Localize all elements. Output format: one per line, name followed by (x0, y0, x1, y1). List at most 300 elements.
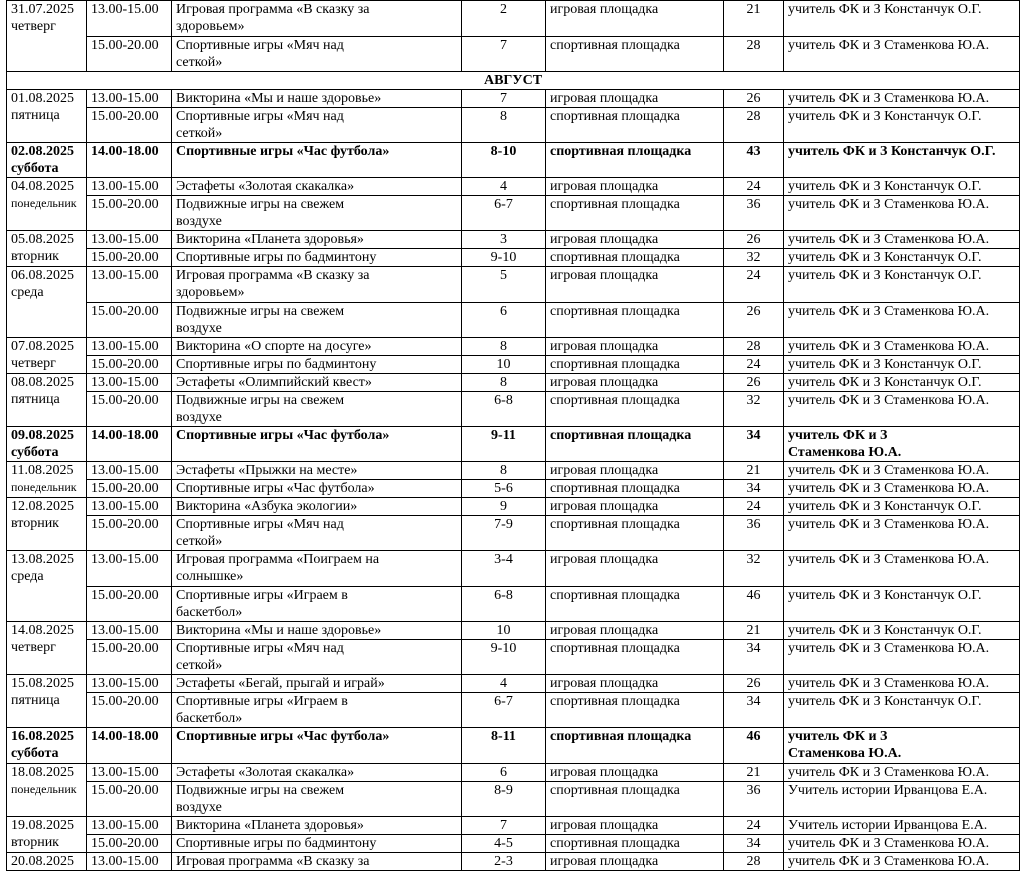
leader-text: учитель ФК и З Стаменкова Ю.А. (788, 37, 990, 53)
table-row (7, 248, 1020, 266)
count-cell: 36 (724, 516, 784, 551)
count-cell: 34 (724, 693, 784, 728)
date-cell (7, 763, 87, 816)
count-cell: 21 (724, 462, 784, 480)
leader-cell (784, 816, 1020, 834)
table-row (7, 551, 1020, 587)
leader-cell (784, 36, 1020, 71)
leader-text: учитель ФК и З Констанчук О.Г. (788, 694, 982, 710)
leader-cell (784, 1, 1020, 37)
count-cell: 24 (724, 266, 784, 302)
leader-text: Учитель истории Ирванцова Е.А. (788, 782, 988, 798)
event-text: Эстафеты «Бегай, прыгай и играй» (176, 676, 385, 692)
weekday-text: суббота (11, 444, 59, 460)
event-text: Спортивные игры «Играем в баскетбол» (176, 694, 348, 727)
time-cell: 15.00-20.00 (87, 781, 172, 816)
time-cell: 15.00-20.00 (87, 480, 172, 498)
event-text: Спортивные игры «Мяч над сеткой» (176, 37, 344, 70)
event-cell (172, 266, 462, 302)
weekday-text: четверг (11, 355, 56, 371)
event-text: Спортивные игры по бадминтону (176, 356, 377, 372)
event-cell (172, 781, 462, 816)
age-cell: 4 (462, 675, 546, 693)
date-text: 31.07.2025 (11, 2, 74, 17)
count-cell: 34 (724, 426, 784, 462)
age-cell: 8-11 (462, 728, 546, 764)
count-cell: 21 (724, 622, 784, 640)
leader-text: учитель ФК и З Стаменкова Ю.А. (788, 338, 990, 354)
weekday-text: понедельник (11, 480, 77, 495)
age-cell: 7 (462, 89, 546, 107)
leader-cell (784, 302, 1020, 337)
age-cell: 6-8 (462, 391, 546, 426)
time-cell: 15.00-20.00 (87, 834, 172, 852)
date-text: 13.08.2025 (11, 552, 74, 568)
event-text: Эстафеты «Прыжки на месте» (176, 463, 358, 479)
place-cell: спортивная площадка (546, 36, 724, 71)
table-row (7, 337, 1020, 355)
event-text: Подвижные игры на свежем воздухе (176, 196, 345, 229)
count-cell: 24 (724, 816, 784, 834)
event-cell (172, 693, 462, 728)
count-cell: 34 (724, 640, 784, 675)
date-cell (7, 462, 87, 498)
weekday-text: четверг (11, 640, 56, 656)
age-cell: 3 (462, 230, 546, 248)
event-text: Подвижные игры на свежем воздухе (176, 392, 345, 425)
event-text: Спортивные игры по бадминтону (176, 249, 377, 265)
date-cell (7, 852, 87, 870)
table-row (7, 816, 1020, 834)
age-cell: 6 (462, 302, 546, 337)
age-cell: 8-10 (462, 142, 546, 177)
event-cell (172, 852, 462, 870)
weekday-text: пятница (11, 693, 60, 709)
time-cell: 14.00-18.00 (87, 426, 172, 462)
place-cell: игровая площадка (546, 816, 724, 834)
age-cell: 9-10 (462, 248, 546, 266)
leader-text: учитель ФК и З Констанчук О.Г. (788, 249, 982, 265)
count-cell: 32 (724, 391, 784, 426)
leader-text: учитель ФК и З Констанчук О.Г. (788, 267, 982, 283)
place-cell: игровая площадка (546, 373, 724, 391)
event-text: Викторина «О спорте на досуге» (176, 338, 372, 354)
place-cell: игровая площадка (546, 675, 724, 693)
table-row (7, 373, 1020, 391)
date-text: 05.08.2025 (11, 231, 74, 247)
place-cell: игровая площадка (546, 230, 724, 248)
event-cell (172, 516, 462, 551)
table-row (7, 355, 1020, 373)
table-row (7, 763, 1020, 781)
date-cell (7, 1, 87, 72)
leader-text: учитель ФК и З Констанчук О.Г. (788, 374, 982, 390)
event-text: Подвижные игры на свежем воздухе (176, 303, 345, 336)
time-cell: 15.00-20.00 (87, 391, 172, 426)
leader-cell (784, 142, 1020, 177)
leader-cell (784, 248, 1020, 266)
age-cell: 4 (462, 177, 546, 195)
leader-cell (784, 107, 1020, 142)
table-row (7, 480, 1020, 498)
date-cell (7, 373, 87, 426)
leader-text: учитель ФК и З Стаменкова Ю.А. (788, 90, 990, 106)
leader-text: учитель ФК и З Стаменкова Ю.А. (788, 196, 990, 212)
time-cell: 13.00-15.00 (87, 337, 172, 355)
table-row (7, 266, 1020, 302)
event-cell (172, 391, 462, 426)
event-cell (172, 1, 462, 37)
event-cell (172, 89, 462, 107)
table-row (7, 177, 1020, 195)
leader-text: учитель ФК и З Стаменкова Ю.А. (788, 835, 990, 851)
time-cell: 15.00-20.00 (87, 302, 172, 337)
date-text: 19.08.2025 (11, 817, 74, 833)
leader-text: учитель ФК и З Констанчук О.Г. (788, 143, 996, 159)
weekday-text: суббота (11, 160, 59, 176)
weekday-text: понедельник (11, 781, 77, 796)
count-cell: 24 (724, 177, 784, 195)
month-header-row (7, 71, 1020, 89)
weekday-text: четверг (11, 19, 56, 34)
leader-cell (784, 587, 1020, 622)
leader-cell (784, 551, 1020, 587)
date-text: 20.08.2025 (11, 853, 74, 869)
table-row (7, 498, 1020, 516)
time-cell: 15.00-20.00 (87, 107, 172, 142)
time-cell: 13.00-15.00 (87, 763, 172, 781)
event-text: Викторина «Мы и наше здоровье» (176, 623, 382, 639)
leader-cell (784, 763, 1020, 781)
date-cell (7, 816, 87, 852)
leader-text: учитель ФК и З Стаменкова Ю.А. (788, 392, 990, 408)
leader-text: учитель ФК и З Констанчук О.Г. (788, 178, 982, 194)
time-cell: 13.00-15.00 (87, 816, 172, 834)
event-cell (172, 195, 462, 230)
count-cell: 26 (724, 230, 784, 248)
leader-cell (784, 177, 1020, 195)
place-cell: игровая площадка (546, 1, 724, 37)
time-cell: 13.00-15.00 (87, 1, 172, 37)
leader-cell (784, 480, 1020, 498)
place-cell: игровая площадка (546, 266, 724, 302)
event-cell (172, 230, 462, 248)
place-cell: спортивная площадка (546, 391, 724, 426)
table-row (7, 302, 1020, 337)
place-cell: спортивная площадка (546, 640, 724, 675)
date-cell (7, 622, 87, 675)
event-text: Спортивные игры «Час футбола» (176, 729, 390, 745)
count-cell: 21 (724, 763, 784, 781)
time-cell: 13.00-15.00 (87, 675, 172, 693)
count-cell: 26 (724, 675, 784, 693)
age-cell: 10 (462, 622, 546, 640)
age-cell: 8 (462, 462, 546, 480)
date-cell (7, 337, 87, 373)
time-cell: 15.00-20.00 (87, 516, 172, 551)
event-text: Игровая программа «Поиграем на солнышке» (176, 552, 380, 585)
time-cell: 15.00-20.00 (87, 693, 172, 728)
leader-cell (784, 852, 1020, 870)
table-row (7, 622, 1020, 640)
age-cell: 5 (462, 266, 546, 302)
leader-cell (784, 462, 1020, 480)
date-cell (7, 177, 87, 230)
place-cell: спортивная площадка (546, 248, 724, 266)
date-text: 18.08.2025 (11, 764, 74, 780)
event-text: Спортивные игры по бадминтону (176, 835, 377, 851)
event-cell (172, 248, 462, 266)
count-cell: 28 (724, 852, 784, 870)
age-cell: 10 (462, 355, 546, 373)
table-row (7, 587, 1020, 622)
leader-text: учитель ФК и З Констанчук О.Г. (788, 356, 982, 372)
leader-cell (784, 89, 1020, 107)
age-cell: 8 (462, 337, 546, 355)
time-cell: 15.00-20.00 (87, 248, 172, 266)
place-cell: спортивная площадка (546, 516, 724, 551)
event-text: Спортивные игры «Час футбола» (176, 143, 390, 159)
place-cell: спортивная площадка (546, 781, 724, 816)
table-row (7, 1, 1020, 37)
leader-cell (784, 693, 1020, 728)
date-text: 01.08.2025 (11, 90, 74, 106)
place-cell: спортивная площадка (546, 693, 724, 728)
count-cell: 24 (724, 498, 784, 516)
age-cell: 7 (462, 36, 546, 71)
date-text: 16.08.2025 (11, 729, 74, 745)
date-cell (7, 675, 87, 728)
date-cell (7, 142, 87, 177)
place-cell: игровая площадка (546, 551, 724, 587)
leader-text: Учитель истории Ирванцова Е.А. (788, 817, 988, 833)
count-cell: 28 (724, 337, 784, 355)
count-cell: 32 (724, 551, 784, 587)
table-row (7, 230, 1020, 248)
age-cell: 8 (462, 373, 546, 391)
weekday-text: вторник (11, 834, 59, 850)
event-text: Эстафеты «Олимпийский квест» (176, 374, 372, 390)
event-cell (172, 728, 462, 764)
place-cell: спортивная площадка (546, 142, 724, 177)
date-text: 09.08.2025 (11, 427, 74, 443)
count-cell: 46 (724, 728, 784, 764)
leader-cell (784, 728, 1020, 764)
leader-text: учитель ФК и З Стаменкова Ю.А. (788, 231, 990, 247)
event-text: Игровая программа «В сказку за здоровьем» (176, 267, 370, 300)
age-cell: 2 (462, 1, 546, 37)
time-cell: 14.00-18.00 (87, 142, 172, 177)
table-row (7, 462, 1020, 480)
table-row (7, 391, 1020, 426)
leader-cell (784, 230, 1020, 248)
place-cell: спортивная площадка (546, 834, 724, 852)
leader-text: учитель ФК и З Стаменкова Ю.А. (788, 764, 990, 780)
count-cell: 28 (724, 107, 784, 142)
leader-cell (784, 640, 1020, 675)
date-text: 15.08.2025 (11, 676, 74, 692)
age-cell: 7 (462, 816, 546, 834)
schedule-table (6, 0, 1020, 871)
event-cell (172, 426, 462, 462)
count-cell: 46 (724, 587, 784, 622)
time-cell: 13.00-15.00 (87, 89, 172, 107)
table-row (7, 107, 1020, 142)
leader-text: учитель ФК и З Стаменкова Ю.А. (788, 853, 990, 869)
count-cell: 36 (724, 781, 784, 816)
place-cell: игровая площадка (546, 498, 724, 516)
event-cell (172, 142, 462, 177)
leader-text: учитель ФК и З Констанчук О.Г. (788, 588, 982, 604)
date-text: 08.08.2025 (11, 374, 74, 390)
event-text: Эстафеты «Золотая скакалка» (176, 764, 355, 780)
leader-cell (784, 373, 1020, 391)
event-text: Викторина «Мы и наше здоровье» (176, 90, 382, 106)
table-row (7, 852, 1020, 870)
time-cell: 13.00-15.00 (87, 551, 172, 587)
place-cell: игровая площадка (546, 763, 724, 781)
table-row (7, 516, 1020, 551)
table-row (7, 675, 1020, 693)
table-row (7, 693, 1020, 728)
place-cell: спортивная площадка (546, 107, 724, 142)
table-row (7, 728, 1020, 764)
event-text: Спортивные игры «Мяч над сеткой» (176, 517, 344, 550)
weekday-text: среда (11, 569, 44, 585)
leader-text: учитель ФК и З Стаменкова Ю.А. (788, 676, 990, 692)
event-cell (172, 373, 462, 391)
leader-cell (784, 498, 1020, 516)
leader-cell (784, 675, 1020, 693)
date-text: 12.08.2025 (11, 499, 74, 515)
event-cell (172, 337, 462, 355)
date-text: 04.08.2025 (11, 178, 74, 194)
leader-cell (784, 426, 1020, 462)
event-cell (172, 355, 462, 373)
date-text: 14.08.2025 (11, 623, 74, 639)
place-cell: игровая площадка (546, 852, 724, 870)
time-cell: 14.00-18.00 (87, 728, 172, 764)
event-cell (172, 36, 462, 71)
leader-cell (784, 781, 1020, 816)
place-cell: игровая площадка (546, 622, 724, 640)
weekday-text: вторник (11, 516, 59, 532)
event-cell (172, 763, 462, 781)
date-cell (7, 266, 87, 337)
event-cell (172, 302, 462, 337)
event-text: Подвижные игры на свежем воздухе (176, 782, 345, 815)
age-cell: 6-7 (462, 195, 546, 230)
leader-cell (784, 391, 1020, 426)
place-cell: игровая площадка (546, 177, 724, 195)
age-cell: 8 (462, 107, 546, 142)
place-cell: спортивная площадка (546, 728, 724, 764)
age-cell: 8-9 (462, 781, 546, 816)
date-cell (7, 498, 87, 551)
time-cell: 13.00-15.00 (87, 230, 172, 248)
age-cell: 2-3 (462, 852, 546, 870)
count-cell: 26 (724, 373, 784, 391)
event-cell (172, 498, 462, 516)
place-cell: спортивная площадка (546, 195, 724, 230)
table-row (7, 640, 1020, 675)
leader-cell (784, 337, 1020, 355)
place-cell: спортивная площадка (546, 302, 724, 337)
event-cell (172, 462, 462, 480)
age-cell: 6-7 (462, 693, 546, 728)
age-cell: 4-5 (462, 834, 546, 852)
time-cell: 15.00-20.00 (87, 355, 172, 373)
event-text: Спортивные игры «Мяч над сеткой» (176, 108, 344, 141)
leader-cell (784, 355, 1020, 373)
leader-text: учитель ФК и З Стаменкова Ю.А. (788, 481, 990, 497)
event-text: Игровая программа «В сказку за (176, 853, 370, 869)
count-cell: 34 (724, 834, 784, 852)
leader-text: учитель ФК и З Стаменкова Ю.А. (788, 729, 902, 762)
leader-text: учитель ФК и З Стаменкова Ю.А. (788, 552, 990, 568)
date-cell (7, 551, 87, 622)
time-cell: 15.00-20.00 (87, 195, 172, 230)
table-row (7, 195, 1020, 230)
age-cell: 6 (462, 763, 546, 781)
leader-text: учитель ФК и З Констанчук О.Г. (788, 499, 982, 515)
time-cell: 13.00-15.00 (87, 373, 172, 391)
time-cell: 15.00-20.00 (87, 587, 172, 622)
time-cell: 13.00-15.00 (87, 177, 172, 195)
date-cell (7, 89, 87, 142)
event-cell (172, 622, 462, 640)
event-cell (172, 480, 462, 498)
date-cell (7, 426, 87, 462)
event-text: Викторина «Планета здоровья» (176, 231, 364, 247)
leader-text: учитель ФК и З Констанчук О.Г. (788, 623, 982, 639)
event-cell (172, 177, 462, 195)
event-text: Спортивные игры «Час футбола» (176, 427, 390, 443)
table-row (7, 142, 1020, 177)
date-text: 11.08.2025 (11, 463, 74, 479)
schedule-body (7, 1, 1020, 871)
time-cell: 15.00-20.00 (87, 640, 172, 675)
leader-cell (784, 834, 1020, 852)
place-cell: игровая площадка (546, 337, 724, 355)
event-text: Спортивные игры «Играем в баскетбол» (176, 588, 348, 621)
time-cell: 13.00-15.00 (87, 266, 172, 302)
time-cell: 13.00-15.00 (87, 622, 172, 640)
count-cell: 21 (724, 1, 784, 37)
weekday-text: пятница (11, 391, 60, 407)
table-row (7, 834, 1020, 852)
place-cell: игровая площадка (546, 89, 724, 107)
event-cell (172, 587, 462, 622)
leader-cell (784, 622, 1020, 640)
event-cell (172, 834, 462, 852)
leader-cell (784, 516, 1020, 551)
date-cell (7, 230, 87, 266)
place-cell: спортивная площадка (546, 480, 724, 498)
age-cell: 9 (462, 498, 546, 516)
count-cell: 26 (724, 302, 784, 337)
age-cell: 9-10 (462, 640, 546, 675)
table-row (7, 426, 1020, 462)
event-cell (172, 107, 462, 142)
weekday-text: понедельник (11, 195, 77, 210)
weekday-text: вторник (11, 248, 59, 264)
leader-cell (784, 195, 1020, 230)
event-text: Викторина «Планета здоровья» (176, 817, 364, 833)
weekday-text: суббота (11, 746, 59, 762)
time-cell: 15.00-20.00 (87, 36, 172, 71)
date-cell (7, 728, 87, 764)
